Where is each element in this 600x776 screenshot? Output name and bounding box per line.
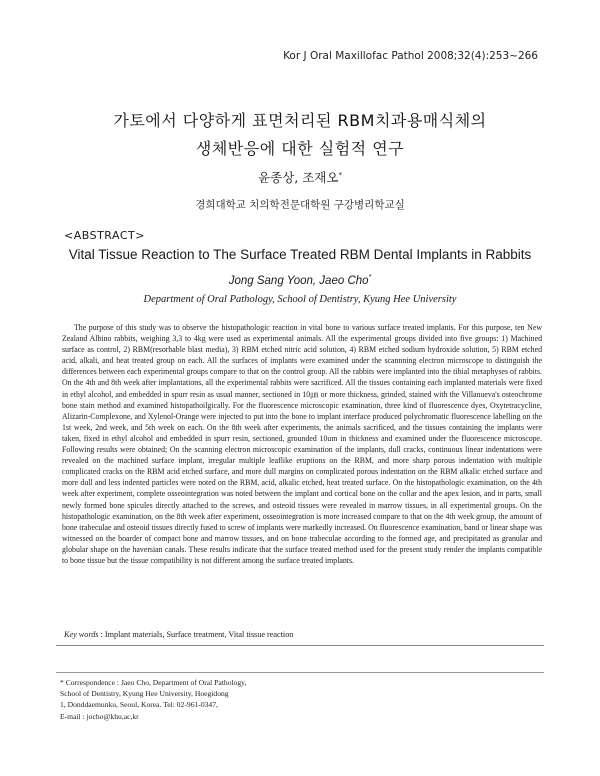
correspondence-line-3: 1, Donddaemunku, Seoul, Korea. Tel: 02-961-0347, (60, 700, 218, 710)
journal-citation: Kor J Oral Maxillofac Pathol 2008;32(4):253~266 (283, 50, 538, 62)
korean-authors (0, 168, 600, 186)
english-authors (0, 274, 600, 287)
keywords-divider (56, 645, 544, 646)
keywords-label: Key words (64, 630, 99, 639)
abstract-body: The purpose of this study was to observe the histopathologic reaction in vital bone to various surface treated implants. For this purpose, ten New Zealand Albino rabbits, weighing 3,3 to 4kg were used as experimental animals. All the experimental groups divided into five groups: 1) Machined surface as control, 2) RBM(resorbable blast media), 3) RBM etched nitric acid solution, 4) RBM etched sodium hydroxide solution, 5) RBM etched acid, alkali, and heat treated group on each. All the surfaces of implants were examined under the scannning electron microscope to distinguish the differences between each experimental groups compare to that on the control group. All the rabbits were implanted into the tibial metaphyses of rabbits. On the 4th and 8th week after implantations, all the experimental rabbits were sacrificed. All the tissues containing each implanted materials were fixed in ethyl alcohol, and embedded in spurr resin as usual manner, sectioned in 10㎛ or more thickness, grinded, stained with the Villanueva's osteochrome bone stain method and examined histopathoilgically. For the fluorescence microscopic examination, three kind of fluorescence dyes, Oxytetracycline, Alizarin-Complexone, and Xylenol-Orange were injected to put into the bone to implant interface produced polychromatic fluorescence labelling on the 1st week, 2nd week, and 5th week on each. On the 8th week after experiments, the animals sacrificed, and the tissues containing the implants were taken, fixed in ethyl alcohol and embedded in spurr resin, sectioned, grounded 10um in thickness and examined under the fluorescence microscope. Following results were obtained; On the scanning electron microscopic examination of the implants, dull cracks, continuous linear indentations were revealed on the machined surface implant, irregular multiple leaflike eruptions on the RBM, and more sharp porous indentation with multiple complicated cracks on the RBM acid etched surface, and more dull margins on complicated porous indentation on the RBM alkalic etched surface and more dull and less indented particles were noted on the RBM, acid, alkalic etched, heat treated surface. On the histopathologic examination, on the 4th week after experiment, complete osseointegration was noted between the implant and cortical bone on the collar and the apex lesion, and in parts, small newly formed bone spicules directly attached to the screws, and osteoid tissues were revealed in marrow tissues, in all experimental groups. On the histopathologic examination, on the 8th week after experiment, osseointegration is more increased compare to that on the 4th week group, the amount of bone trabeculae and osteoid tissues directly fused to screw of implants were markedly increased. On fluorescence examination, band or linear shape was witnessed on the boarder of compact bone and marrow tissues, and on bone trabeculae according to the formed age, and precipitated as granular and globular shape on the haversian canals. These results indicate that the surface treated method used for the present study render the implants compatible to bone tissue but the tissue compatibility is not different among the surface treated implants. (62, 323, 542, 565)
korean-title-line-1: 가토에서 다양하게 표면처리된 RBM치과용매식체의 (113, 111, 487, 130)
korean-author-names: 윤종상, 조재오 (258, 170, 339, 185)
english-author-mark: * (368, 274, 372, 281)
correspondence-footnote (60, 677, 320, 722)
english-affiliation: Department of Oral Pathology, School of Dentistry, Kyung Hee University (143, 294, 457, 305)
english-author-names: Jong Sang Yoon, Jaeo Cho (228, 274, 369, 287)
keywords-text: Implant materials, Surface treatment, Vital tissue reaction (104, 630, 294, 639)
correspondence-line-4: E-mail : jocho@khu,ac,kr (60, 711, 139, 721)
abstract-label: <ABSTRACT> (64, 229, 145, 242)
correspondence-line-1: * Correspondence : Jaeo Cho, Department of Oral Pathology, (60, 678, 247, 687)
correspondence-line-2: School of Dentistry, Kyung Hee University, Hoegidong (60, 689, 229, 699)
keywords-separator: : (98, 630, 105, 639)
footnote-divider (56, 672, 544, 673)
korean-affiliation: 경희대학교 치의학전문대학원 구강병리학교실 (195, 199, 405, 211)
keywords (64, 630, 293, 639)
korean-title-line-2: 생체반응에 대한 실험적 연구 (195, 139, 405, 158)
korean-author-mark: * (338, 170, 342, 179)
english-title: Vital Tissue Reaction to The Surface Treated RBM Dental Implants in Rabbits (68, 247, 532, 262)
